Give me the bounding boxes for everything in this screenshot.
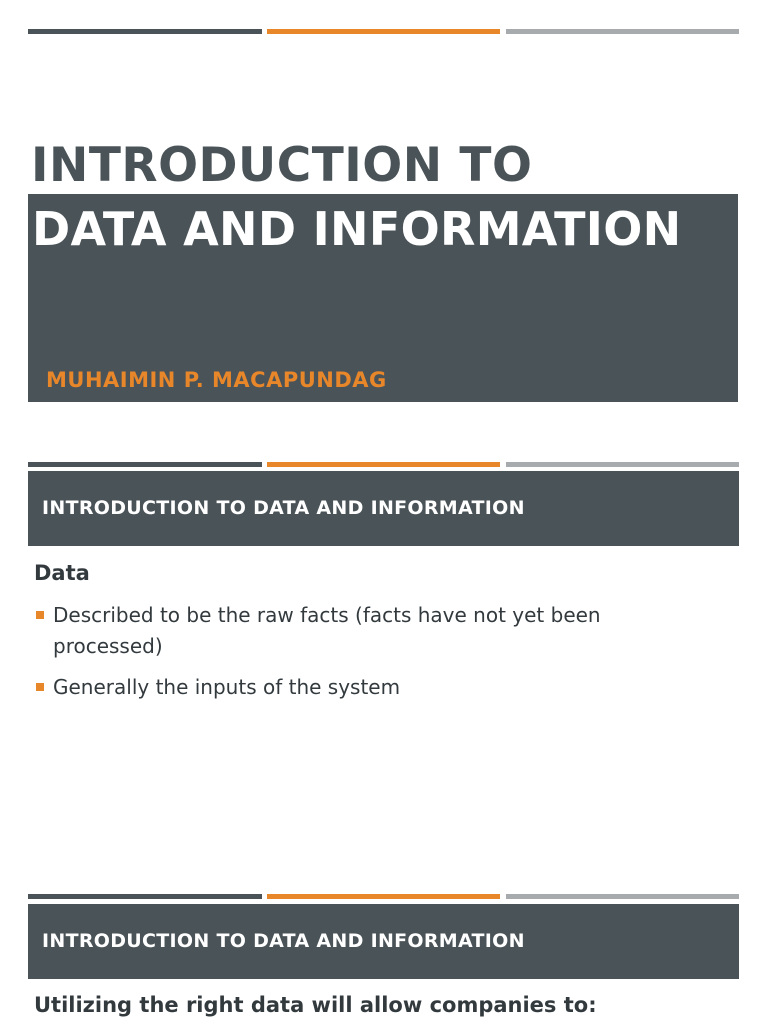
list-item [34,672,714,703]
accent-bar-gray [506,894,739,899]
accent-bar-orange [267,462,500,467]
accent-bar-dark [28,462,262,467]
accent-bar-orange [267,894,500,899]
bullet-text: Generally the inputs of the system [53,675,401,699]
slide-title-line1: INTRODUCTION TO [31,138,533,193]
bullet-square-icon [36,683,44,691]
slide-header [28,904,739,979]
author-name: MUHAIMIN P. MACAPUNDAG [46,368,387,392]
accent-bar-orange [267,29,500,34]
section-heading: Data [34,561,90,585]
bullet-square-icon [36,611,44,619]
list-item [34,600,714,662]
slide-header-title: INTRODUCTION TO DATA AND INFORMATION [42,497,525,519]
title-banner [28,194,738,402]
bullet-text: Described to be the raw facts (facts have not yet been processed) [53,603,601,658]
accent-bar-dark [28,894,262,899]
slide-title-line2: DATA AND INFORMATION [32,202,682,256]
accent-bar-gray [506,462,739,467]
slide-header-title: INTRODUCTION TO DATA AND INFORMATION [42,930,525,952]
accent-bar-dark [28,29,262,34]
slide-header [28,471,739,546]
bullet-list [34,600,714,713]
section-heading: Utilizing the right data will allow companies to: [34,993,597,1017]
accent-bar-gray [506,29,739,34]
